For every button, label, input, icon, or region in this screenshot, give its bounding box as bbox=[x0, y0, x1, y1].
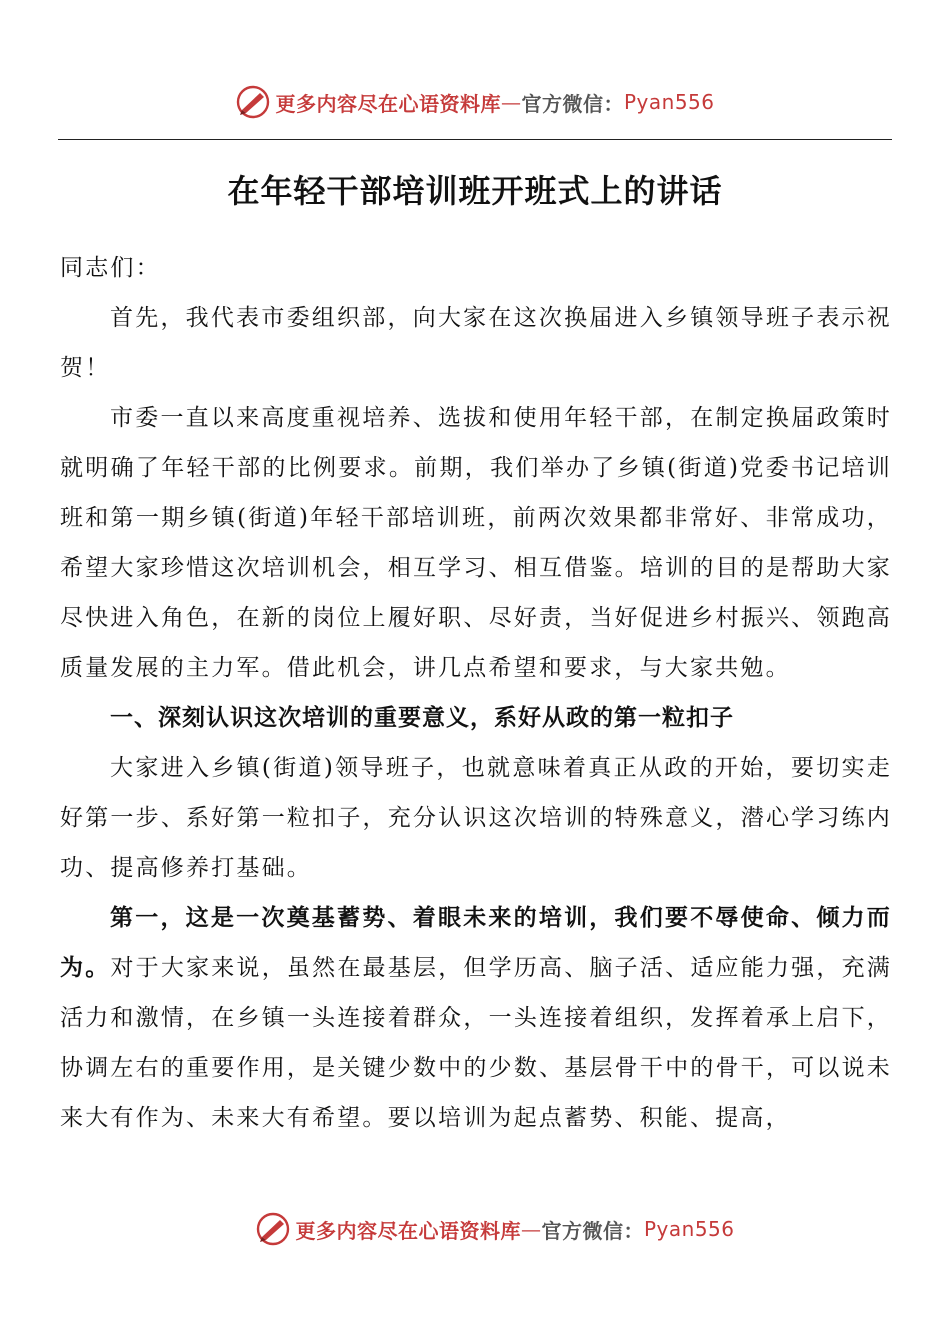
document-title: 在年轻干部培训班开班式上的讲话 bbox=[227, 172, 723, 210]
header-watermark bbox=[0, 82, 950, 122]
point-paragraph bbox=[60, 893, 892, 1143]
point-lead: 第一，这是一次奠基蓄势、着眼未来的培训，我们要不辱使命、倾力而为。 bbox=[60, 904, 892, 981]
header-divider bbox=[58, 139, 892, 140]
section-paragraph: 大家进入乡镇(街道)领导班子，也就意味着真正从政的开始，要切实走好第一步、系好第一粒扣子，充分认识这次培训的特殊意义，潜心学习练内功、提高修养打基础。 bbox=[60, 755, 892, 881]
header-wechat-label: 官方微信： bbox=[521, 91, 624, 116]
header-dash: — bbox=[500, 90, 522, 114]
header-site-name: 更多内容尽在心语资料库 bbox=[275, 91, 501, 116]
pen-logo-icon bbox=[235, 84, 271, 120]
section-heading: 一、深刻认识这次培训的重要意义，系好从政的第一粒扣子 bbox=[110, 705, 734, 731]
footer-wechat-label: 官方微信： bbox=[541, 1218, 644, 1243]
paragraph-congrats: 首先，我代表市委组织部，向大家在这次换届进入乡镇领导班子表示祝贺！ bbox=[60, 305, 892, 381]
footer-watermark bbox=[0, 1209, 950, 1249]
paragraph-intro: 市委一直以来高度重视培养、选拔和使用年轻干部，在制定换届政策时就明确了年轻干部的比例要求。前期，我们举办了乡镇(街道)党委书记培训班和第一期乡镇(街道)年轻干部培训班，前两次效果都非常好、非常成功，希望大家珍惜这次培训机会，相互学习、相互借鉴。培训的目的是帮助大家尽快进入角色，在新的岗位上履好职、尽好责，当好促进乡村振兴、领跑高质量发展的主力军。借此机会，讲几点希望和要求，与大家共勉。 bbox=[60, 405, 892, 681]
document-body bbox=[60, 243, 892, 1143]
salutation: 同志们： bbox=[60, 255, 161, 281]
footer-site-name: 更多内容尽在心语资料库 bbox=[295, 1218, 521, 1243]
footer-wechat-id: Pyan556 bbox=[643, 1217, 735, 1241]
pen-logo-icon bbox=[255, 1211, 291, 1247]
footer-dash: — bbox=[520, 1217, 542, 1241]
point-text: 对于大家来说，虽然在最基层，但学历高、脑子活、适应能力强，充满活力和激情，在乡镇一头连接着群众，一头连接着组织，发挥着承上启下，协调左右的重要作用，是关键少数中的少数、基层骨干中的骨干，可以说未来大有作为、未来大有希望。要以培训为起点蓄势、积能、提高， bbox=[60, 955, 893, 1131]
header-wechat-id: Pyan556 bbox=[623, 90, 715, 114]
